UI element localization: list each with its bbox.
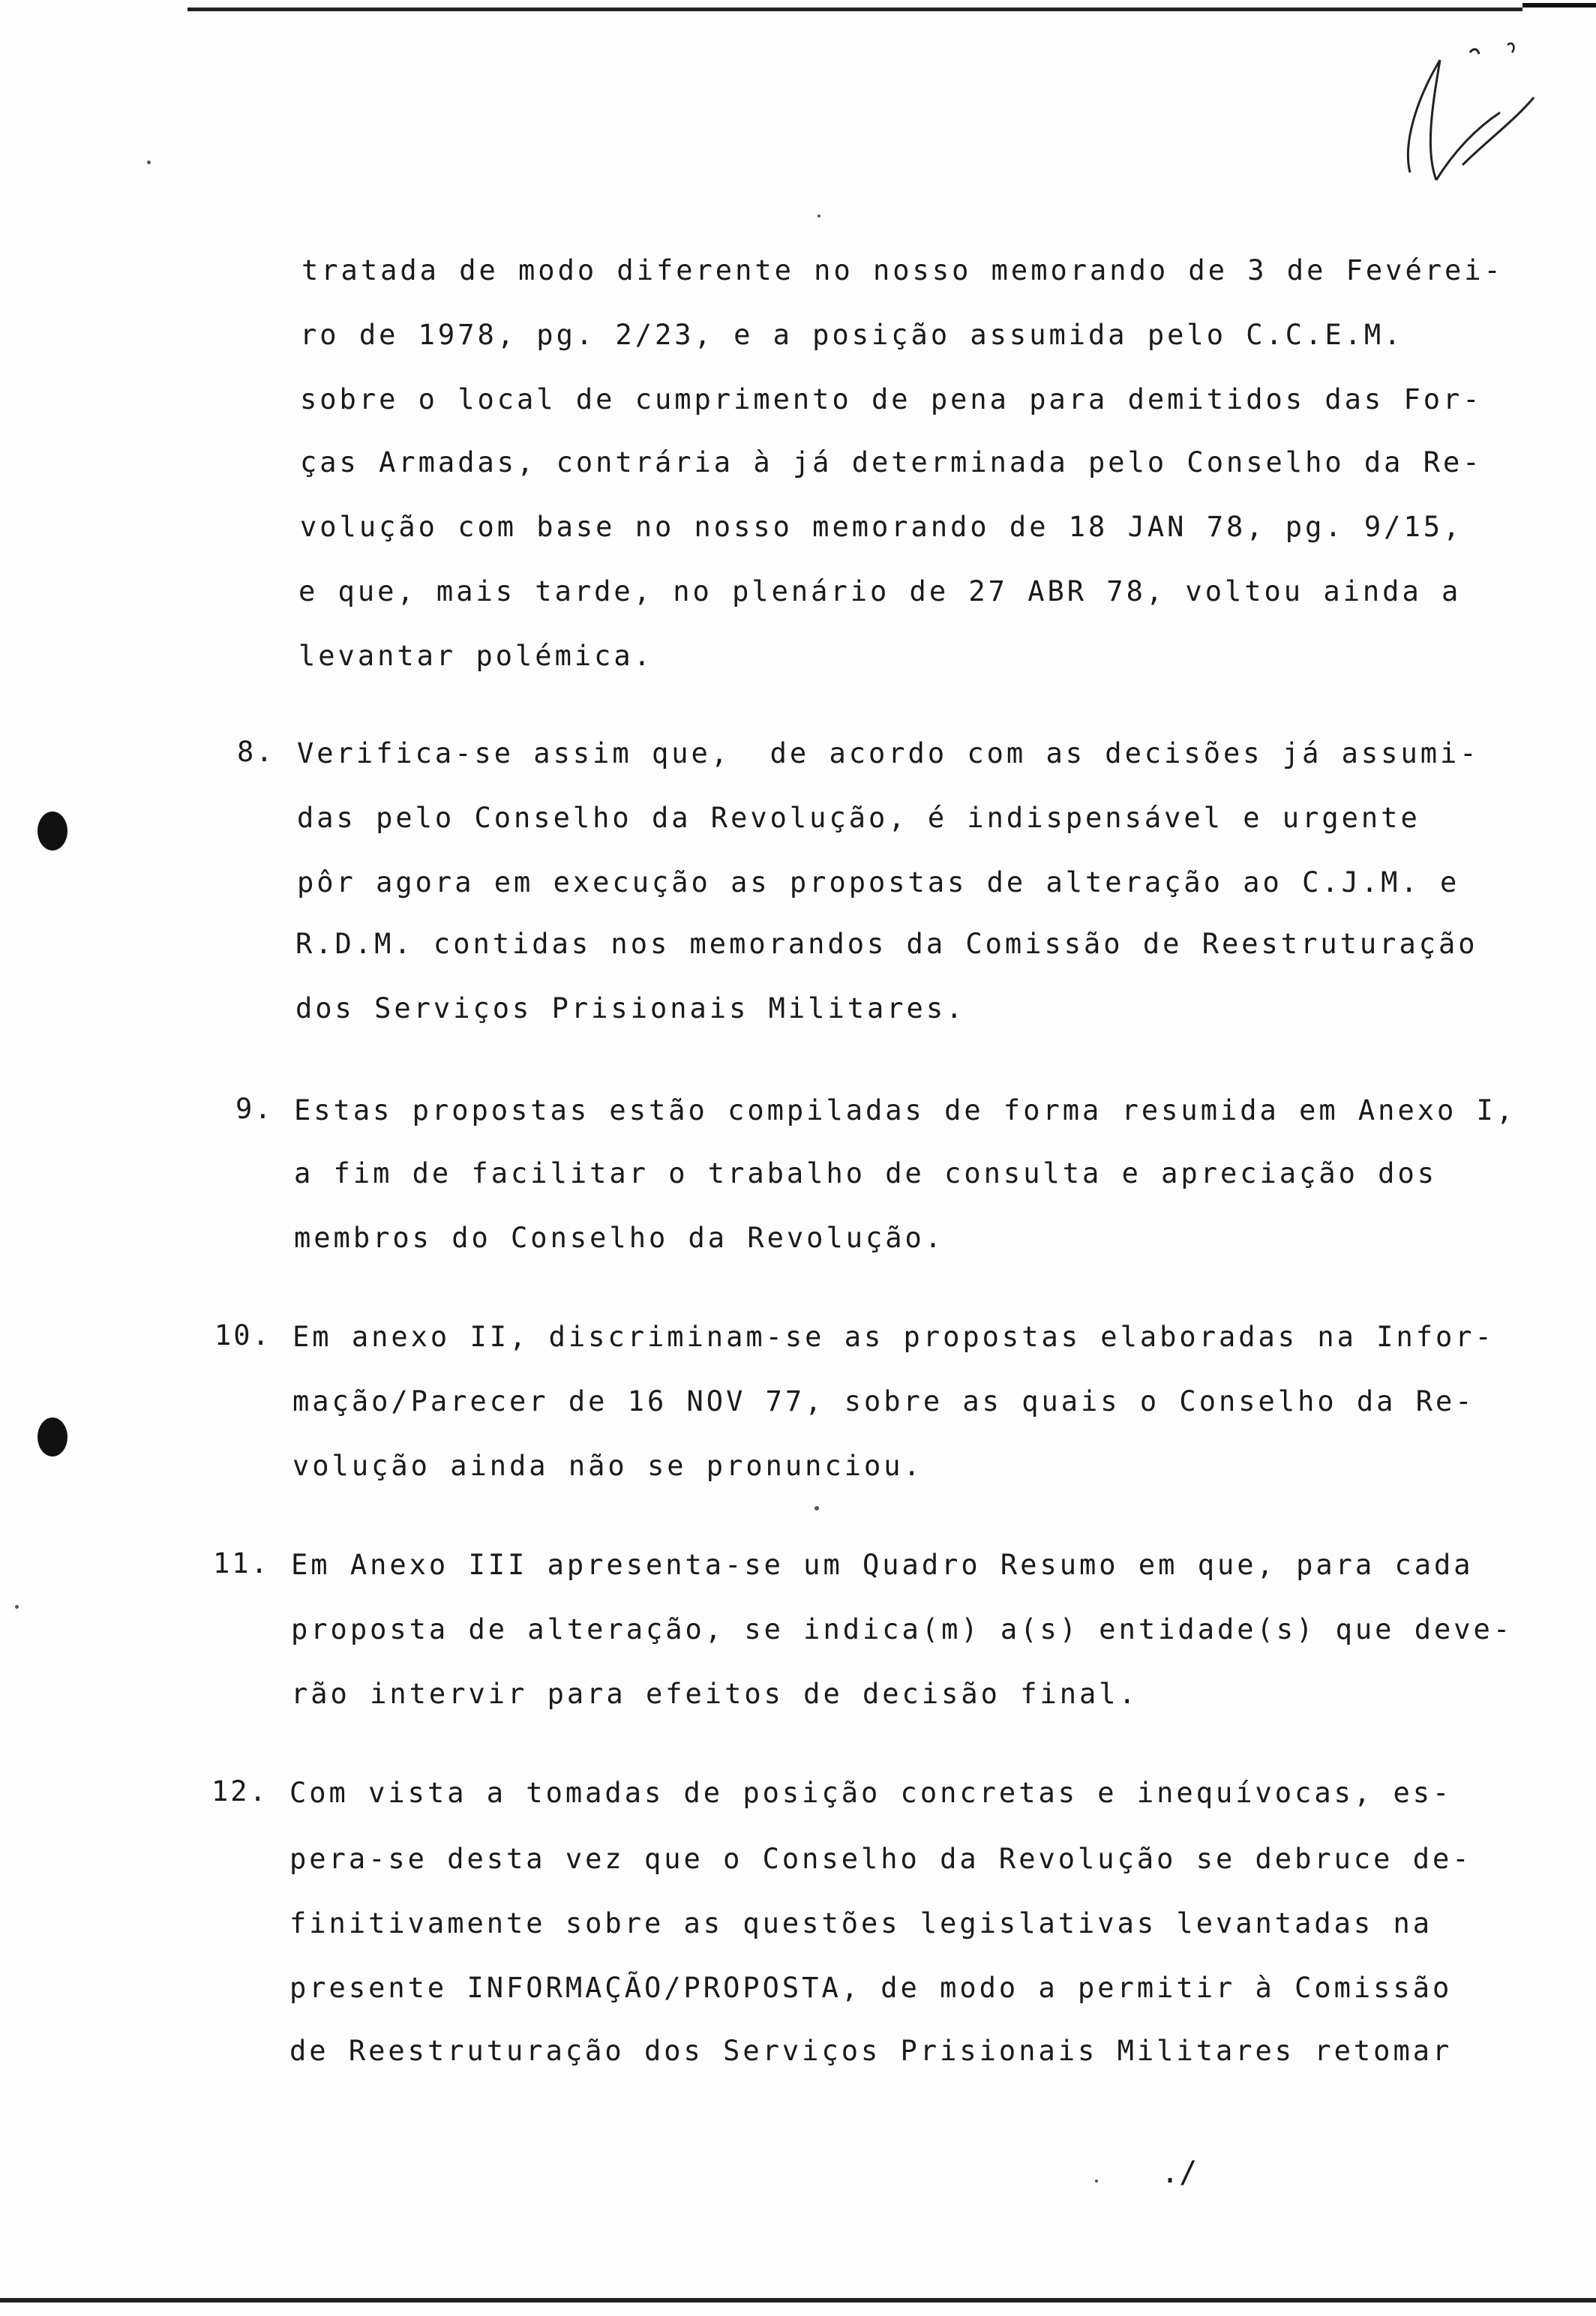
text-line: das pelo Conselho da Revolução, é indispensável e urgente — [297, 802, 1420, 834]
text-line: a fim de facilitar o trabalho de consulta e apreciação dos — [294, 1157, 1438, 1190]
text-line: Em anexo II, discriminam-se as propostas elaboradas na Infor- — [292, 1321, 1495, 1353]
text-line: ro de 1978, pg. 2/23, e a posição assumida pelo C.C.E.M. — [300, 319, 1404, 351]
text-line: finitivamente sobre as questões legislativas levantadas na — [290, 1907, 1433, 1940]
text-line: volução ainda não se pronunciou. — [292, 1450, 923, 1482]
text-line: R.D.M. contidas nos memorandos da Comissão de Reestruturação — [296, 928, 1478, 960]
scan-speck — [814, 1506, 819, 1510]
text-line: membros do Conselho da Revolução. — [294, 1222, 945, 1254]
handwritten-initials — [1395, 30, 1545, 195]
paragraph-number: 11. — [213, 1547, 270, 1580]
continuation-mark: ./ — [1161, 2156, 1198, 2190]
top-scan-border — [188, 8, 1522, 11]
scan-speck — [15, 1605, 19, 1609]
paragraph-number: 8. — [237, 736, 275, 768]
scan-speck — [818, 214, 820, 218]
text-line: e que, mais tarde, no plenário de 27 ABR 78, voltou ainda a — [298, 575, 1462, 608]
paragraph-number: 9. — [236, 1093, 274, 1125]
text-line: ças Armadas, contrária à já determinada pelo Conselho da Re- — [300, 446, 1483, 478]
text-line: Com vista a tomadas de posição concretas e inequívocas, es- — [290, 1777, 1453, 1809]
text-line: pôr agora em execução as propostas de alteração ao C.J.M. e — [297, 866, 1460, 898]
top-right-scan-border — [1522, 3, 1596, 8]
text-line: volução com base no nosso memorando de 18 JAN 78, pg. 9/15, — [300, 511, 1463, 543]
text-line: tratada de modo diferente no nosso memorando de 3 de Fevérei- — [302, 254, 1504, 286]
text-line: presente INFORMAÇÃO/PROPOSTA, de modo a permitir à Comissão — [290, 1972, 1453, 2004]
punch-hole — [38, 1418, 68, 1456]
text-line: pera-se desta vez que o Conselho da Revolução se debruce de- — [290, 1843, 1472, 1875]
text-line: sobre o local de cumprimento de pena para demitidos das For- — [300, 383, 1483, 416]
text-line: rão intervir para efeitos de decisão final. — [291, 1678, 1138, 1710]
text-line: levantar polémica. — [298, 640, 653, 672]
text-line: dos Serviços Prisionais Militares. — [296, 992, 966, 1024]
paragraph-number: 10. — [214, 1319, 272, 1352]
text-line: mação/Parecer de 16 NOV 77, sobre as quais o Conselho da Re- — [292, 1385, 1475, 1418]
bottom-scan-border — [0, 2298, 1596, 2302]
text-line: Estas propostas estão compiladas de forma resumida em Anexo I, — [294, 1094, 1516, 1126]
text-line: Verifica-se assim que, de acordo com as decisões já assumi- — [297, 737, 1480, 770]
scan-speck — [147, 160, 151, 164]
paragraph-number: 12. — [212, 1775, 268, 1808]
text-line: de Reestruturação dos Serviços Prisionais Militares retomar — [290, 2035, 1453, 2067]
text-line: Em Anexo III apresenta-se um Quadro Resumo em que, para cada — [291, 1549, 1474, 1581]
scan-speck — [1095, 2180, 1098, 2182]
text-line: proposta de alteração, se indica(m) a(s) entidade(s) que deve- — [291, 1613, 1514, 1646]
punch-hole — [38, 812, 68, 850]
